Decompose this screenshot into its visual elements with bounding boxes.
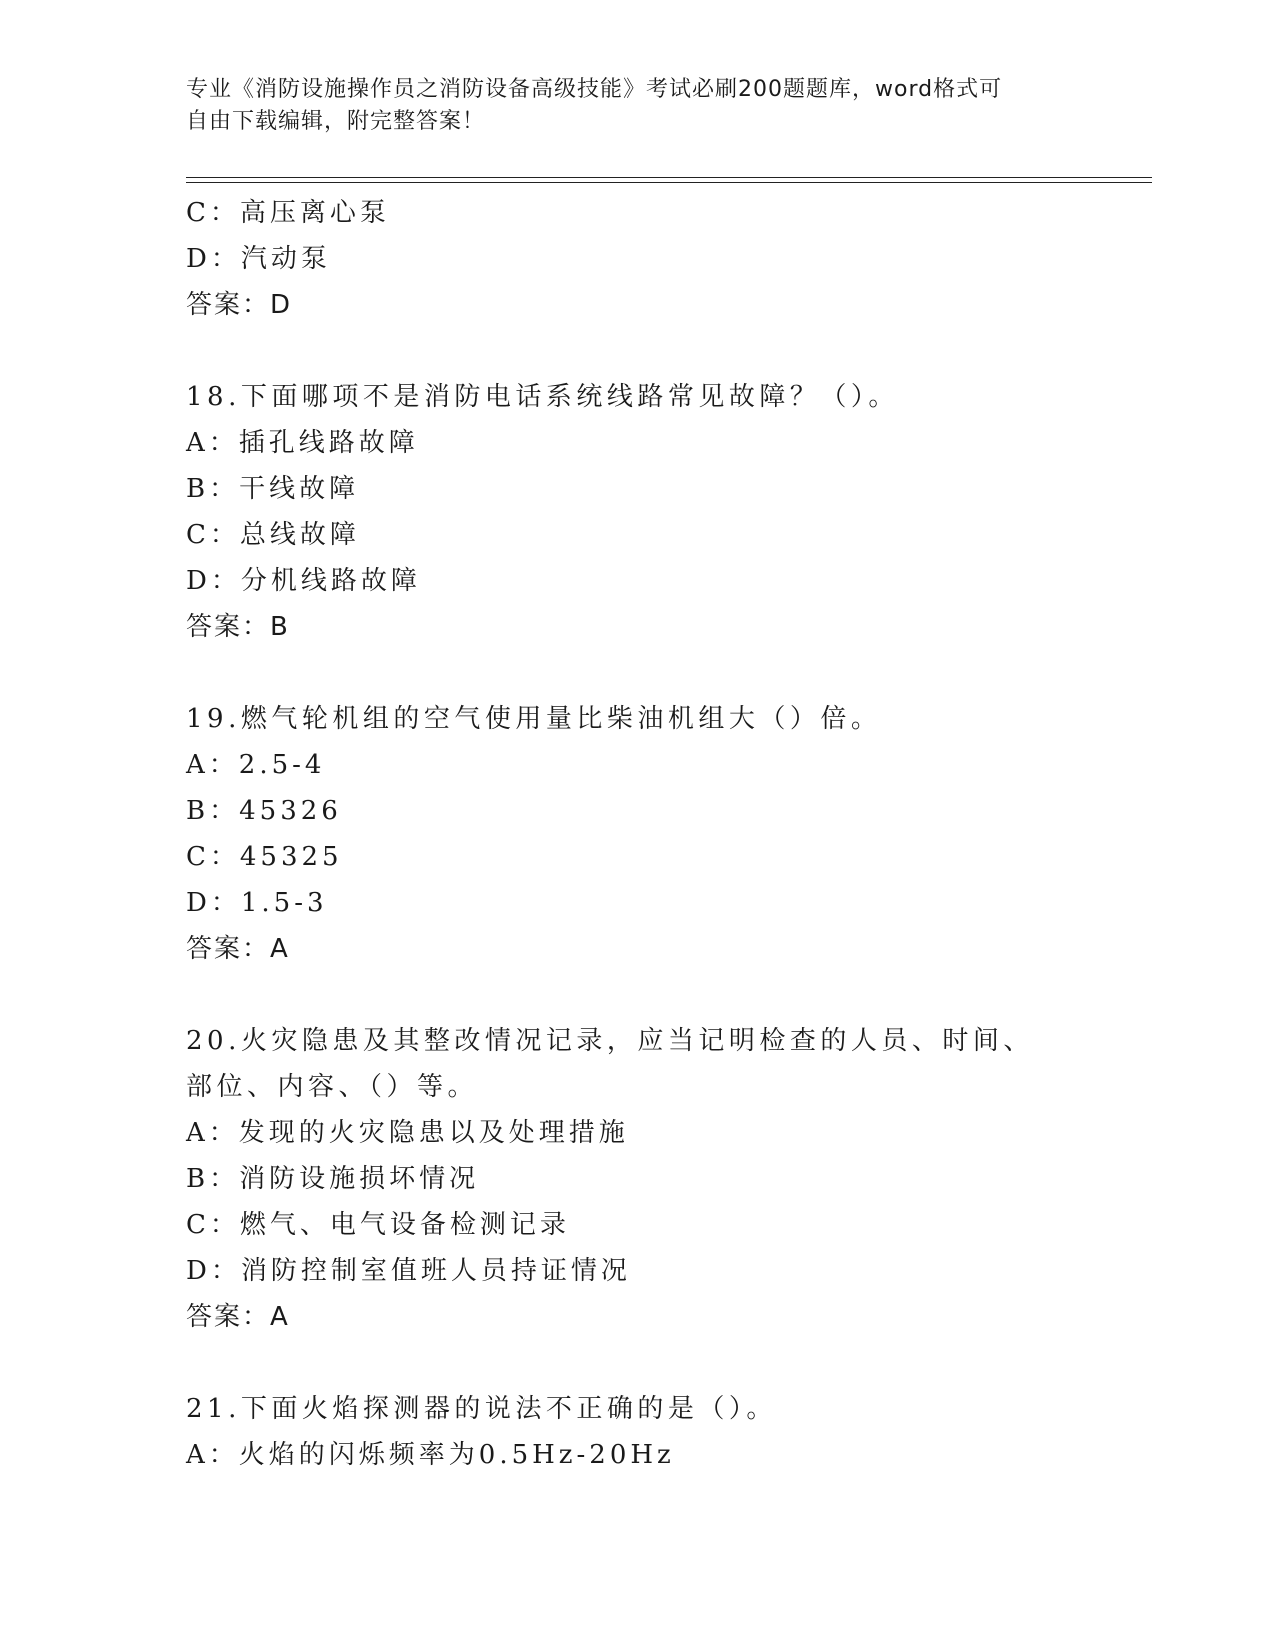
question-text: 18.下面哪项不是消防电话系统线路常见故障？（）。 (186, 382, 899, 412)
header-divider-bottom (186, 182, 1152, 183)
question-text: 21.下面火焰探测器的说法不正确的是（）。 (186, 1394, 777, 1424)
option-a: A：火焰的闪烁频率为0.5Hz-20Hz (186, 1440, 675, 1470)
spacer (186, 1340, 1086, 1386)
option-b: B：干线故障 (186, 474, 360, 504)
spacer (186, 972, 1086, 1018)
question-20 (186, 1018, 1086, 1340)
option-d: D：分机线路故障 (186, 566, 421, 596)
option-d: D：消防控制室值班人员持证情况 (186, 1256, 631, 1286)
question-19 (186, 696, 1086, 972)
option-c: C：燃气、电气设备检测记录 (186, 1210, 570, 1240)
document-header (186, 74, 1086, 138)
question-text: 19.燃气轮机组的空气使用量比柴油机组大（）倍。 (186, 704, 882, 734)
answer-line: 答案：A (186, 1302, 290, 1332)
option-a: A：发现的火灾隐患以及处理措施 (186, 1118, 629, 1148)
option-d: D：汽动泵 (186, 244, 331, 274)
question-17-continuation (186, 190, 1086, 328)
spacer (186, 650, 1086, 696)
spacer (186, 328, 1086, 374)
header-line-1: 专业《消防设施操作员之消防设备高级技能》考试必刷200题题库，word格式可 (186, 77, 1003, 102)
option-c: C：高压离心泵 (186, 198, 390, 228)
answer-line: 答案：B (186, 612, 290, 642)
answer-line: 答案：D (186, 290, 293, 320)
option-c: C：总线故障 (186, 520, 360, 550)
header-divider-top (186, 177, 1152, 178)
option-d: D：1.5-3 (186, 888, 328, 918)
question-21 (186, 1386, 1086, 1478)
question-18 (186, 374, 1086, 650)
option-b: B：消防设施损坏情况 (186, 1164, 480, 1194)
header-line-2: 自由下载编辑，附完整答案！ (186, 109, 486, 134)
option-b: B：45326 (186, 796, 342, 826)
document-body (186, 190, 1086, 1478)
question-text: 20.火灾隐患及其整改情况记录，应当记明检查的人员、时间、部位、内容、（）等。 (186, 1026, 1034, 1102)
option-a: A：插孔线路故障 (186, 428, 419, 458)
answer-line: 答案：A (186, 934, 290, 964)
option-c: C：45325 (186, 842, 343, 872)
option-a: A：2.5-4 (186, 750, 326, 780)
